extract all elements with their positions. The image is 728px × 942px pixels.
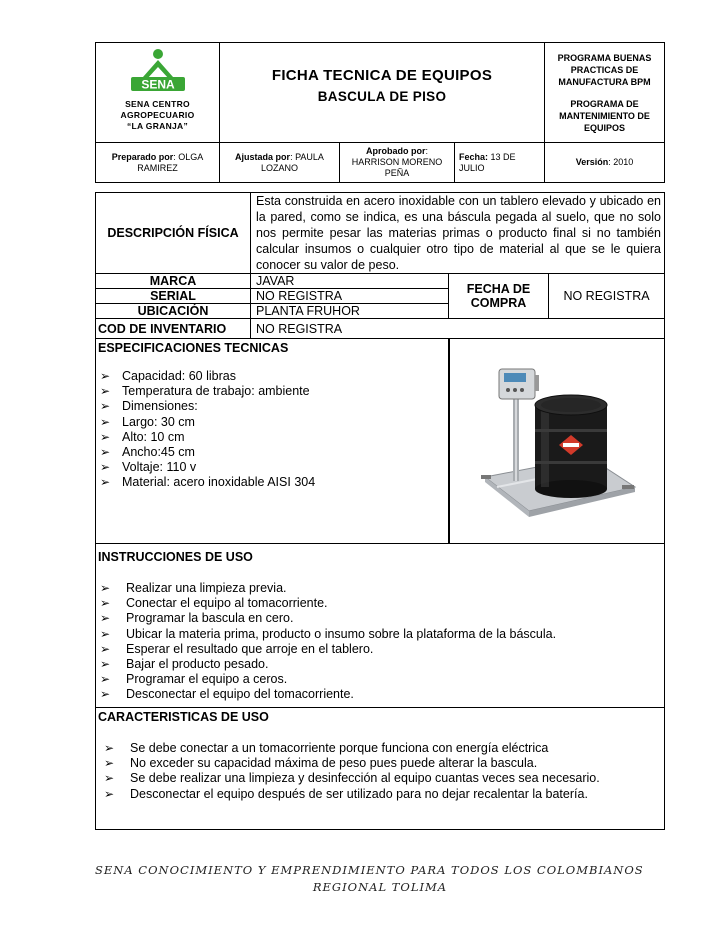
list-item: ➢ Voltaje: 110 v (98, 460, 446, 475)
header-table (95, 42, 665, 183)
version-value: 2010 (613, 157, 634, 167)
footer-region: REGIONAL TOLIMA (312, 880, 448, 894)
prepared-value: OLGA RAMIREZ (137, 151, 204, 173)
approved-by: Aprobado por: HARRISON MORENO PEÑA (340, 143, 455, 183)
list-item: ➢ Largo: 30 cm (98, 415, 446, 430)
instructions-list (98, 581, 662, 703)
list-item: ➢ Material: acero inoxidable AISI 304 (98, 475, 446, 490)
brand-value: JAVAR (251, 274, 449, 289)
footer-slogan: SENA CONOCIMIENTO Y EMPRENDIMIENTO PARA TODOS LOS COLOMBIANOS (95, 863, 644, 877)
date (455, 143, 545, 183)
approved-label: Aprobado por (365, 146, 426, 156)
inventory-label: COD DE INVENTARIO (96, 319, 251, 339)
list-item: ➢ No exceder su capacidad máxima de peso pues puede alterar la bascula. (98, 756, 662, 771)
center-name-line: SENA CENTRO (125, 99, 190, 109)
document-subtitle: BASCULA DE PISO (317, 89, 447, 104)
main-table (95, 192, 665, 830)
specs-title: ESPECIFICACIONES TECNICAS (98, 341, 289, 355)
list-item: ➢ Capacidad: 60 libras (98, 369, 446, 384)
specs-section (96, 339, 449, 544)
list-item: ➢ Alto: 10 cm (98, 430, 446, 445)
characteristics-title: CARACTERISTICAS DE USO (98, 710, 269, 724)
prepared-label: Preparado por (111, 151, 174, 162)
list-item: ➢ Conectar el equipo al tomacorriente. (98, 596, 662, 611)
characteristics-section (96, 708, 665, 830)
serial-label: SERIAL (96, 289, 251, 304)
list-item: ➢ Programar la bascula en cero. (98, 611, 662, 626)
center-name-line: AGROPECUARIO (120, 110, 195, 120)
list-item: ➢ Esperar el resultado que arroje en el tablero. (98, 642, 662, 657)
footer (95, 862, 665, 896)
location-value: PLANTA FRUHOR (251, 304, 449, 319)
instructions-section (96, 544, 665, 708)
specs-list (98, 369, 446, 491)
floor-scale-image (477, 355, 637, 525)
list-item: ➢ Se debe conectar a un tomacorriente porque funciona con energía eléctrica (98, 741, 662, 756)
inventory-value: NO REGISTRA (251, 319, 665, 339)
approved-value: HARRISON MORENO PEÑA (351, 157, 443, 178)
location-label: UBICACIÓN (96, 304, 251, 319)
adjusted-value: PAULA LOZANO (260, 151, 324, 173)
list-item: ➢ Dimensiones: (98, 399, 446, 414)
center-name (96, 99, 219, 132)
title-cell (220, 43, 545, 143)
scale-photo-cell (449, 339, 665, 544)
description-label: DESCRIPCIÓN FÍSICA (96, 193, 251, 274)
adjusted-by: Ajustada por: PAULA LOZANO (220, 143, 340, 183)
list-item: ➢ Desconectar el equipo del tomacorriente. (98, 687, 662, 702)
logo-text: SENA (140, 77, 175, 92)
sena-logo (125, 47, 191, 97)
program-maintenance: PROGRAMA DE MANTENIMIENTO DE EQUIPOS (559, 98, 650, 133)
description-text: Esta construida en acero inoxidable con un tablero elevado y ubicado en la pared, como se indica, es una báscula pegada al suelo, que no solo nos permite pesar las materias primas o producto final si no también calcular insumos o cualquier otro tipo de material al que se le quiera conocer su valor de peso. (251, 193, 665, 274)
prepared-by: Preparado por: OLGA RAMIREZ (96, 143, 220, 183)
center-name-line: “LA GRANJA” (126, 121, 189, 131)
program-cell (545, 43, 665, 143)
list-item: ➢ Ubicar la materia prima, producto o insumo sobre la plataforma de la báscula. (98, 627, 662, 642)
serial-value: NO REGISTRA (251, 289, 449, 304)
version-label: Versión (575, 157, 609, 167)
version: Versión: 2010 (545, 143, 665, 183)
program-bpm: PROGRAMA BUENAS PRACTICAS DE MANUFACTURA BPM (557, 52, 652, 87)
document-title: FICHA TECNICA DE EQUIPOS (271, 67, 493, 84)
date-value: 13 DE JULIO (459, 151, 516, 173)
list-item: ➢ Se debe realizar una limpieza y desinfección al equipo cuantas veces sea necesario. (98, 771, 662, 786)
list-item: ➢ Realizar una limpieza previa. (98, 581, 662, 596)
list-item: ➢ Programar el equipo a ceros. (98, 672, 662, 687)
brand-label: MARCA (96, 274, 251, 289)
list-item: ➢ Ancho:45 cm (98, 445, 446, 460)
list-item: ➢ Bajar el producto pesado. (98, 657, 662, 672)
list-item: ➢ Temperatura de trabajo: ambiente (98, 384, 446, 399)
characteristics-list (98, 741, 662, 802)
purchase-label: FECHA DE COMPRA (449, 274, 549, 319)
date-label: Fecha: (459, 151, 489, 162)
logo-cell (96, 43, 220, 143)
list-item: ➢ Desconectar el equipo después de ser utilizado para no dejar recalentar la batería. (98, 787, 662, 802)
instructions-title: INSTRUCCIONES DE USO (98, 550, 253, 564)
adjusted-label: Ajustada por (235, 151, 291, 162)
purchase-value: NO REGISTRA (549, 274, 665, 319)
